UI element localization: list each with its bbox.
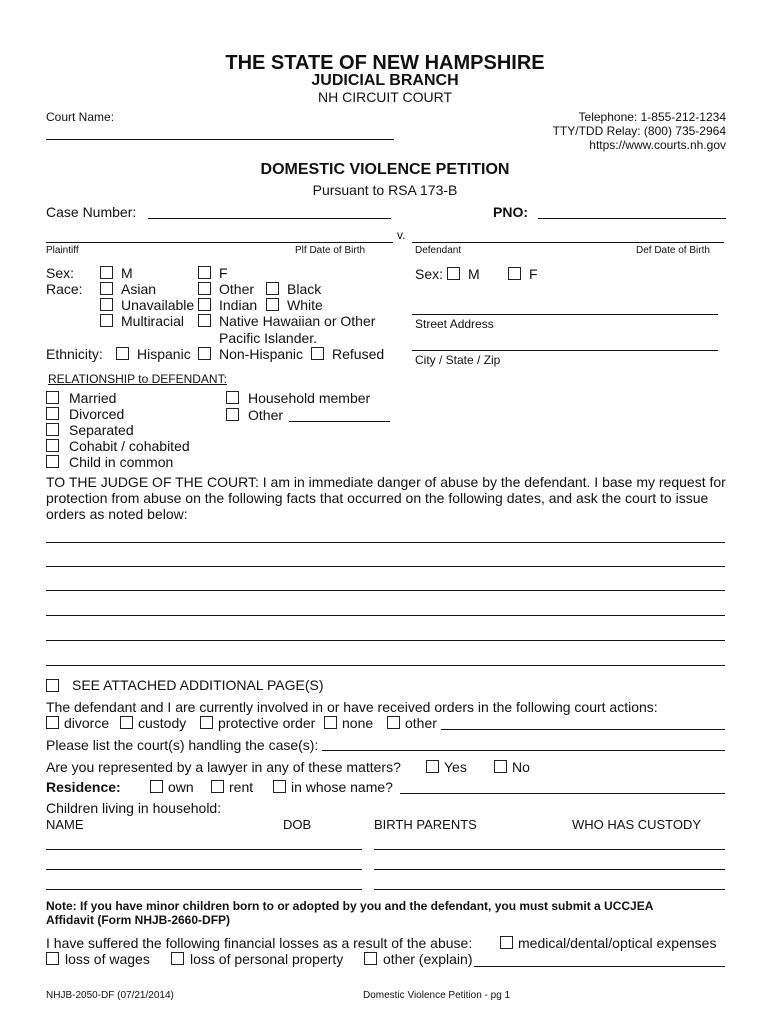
defendant-sex-m-label: M [468, 266, 480, 282]
plaintiff-sex-f-checkbox[interactable] [198, 266, 211, 279]
relationship-divorced-label: Divorced [69, 406, 125, 422]
column-custody: WHO HAS CUSTODY [572, 817, 702, 832]
facts-line[interactable] [46, 665, 725, 666]
race-native-hawaiian-checkbox[interactable] [198, 314, 211, 327]
child-row-left[interactable] [46, 849, 362, 850]
lawyer-no-label: No [512, 759, 530, 775]
street-address-field[interactable] [412, 314, 718, 315]
relationship-divorced-checkbox[interactable] [46, 407, 59, 420]
defendant-label: Defendant [415, 245, 462, 256]
children-label: Children living in household: [46, 800, 222, 816]
action-none-label: none [342, 715, 374, 731]
race-multiracial-checkbox[interactable] [100, 314, 113, 327]
losses-intro: I have suffered the following financial losses as a result of the abuse: [46, 935, 473, 951]
loss-medical-label: medical/dental/optical expenses [518, 935, 717, 951]
plaintiff-sex-m-label: M [121, 265, 133, 281]
relationship-heading: RELATIONSHIP to DEFENDANT: [48, 372, 227, 386]
defendant-sex-m-checkbox[interactable] [447, 267, 460, 280]
plaintiff-sex-label: Sex: [46, 265, 75, 281]
defendant-sex-f-label: F [529, 266, 538, 282]
race-multiracial-label: Multiracial [121, 313, 185, 329]
ethnicity-non-hispanic-label: Non-Hispanic [219, 346, 304, 362]
defendant-sex-label: Sex: [415, 266, 444, 282]
residence-own-checkbox[interactable] [150, 780, 163, 793]
race-other-label: Other [219, 281, 255, 297]
action-divorce-label: divorce [64, 715, 110, 731]
residence-name-field[interactable] [400, 793, 725, 794]
case-number-field[interactable] [148, 218, 391, 219]
form-title: DOMESTIC VIOLENCE PETITION [260, 161, 510, 178]
see-attached-checkbox[interactable] [46, 679, 59, 692]
branch-title: JUDICIAL BRANCH [311, 72, 459, 89]
facts-line[interactable] [46, 542, 725, 543]
case-number-label: Case Number: [46, 204, 137, 220]
child-row-right[interactable] [374, 889, 725, 890]
lawyer-yes-label: Yes [444, 759, 467, 775]
plaintiff-race-label: Race: [46, 281, 83, 297]
residence-name-label: in whose name? [291, 779, 393, 795]
list-courts-label: Please list the court(s) handling the case(s): [46, 737, 319, 753]
plaintiff-sex-f-label: F [219, 265, 228, 281]
race-white-checkbox[interactable] [266, 298, 279, 311]
relationship-other-checkbox[interactable] [226, 408, 239, 421]
statement-line-3: orders as noted below: [46, 506, 188, 522]
race-pacific-islander-label: Pacific Islander. [219, 330, 318, 346]
column-name: NAME [46, 817, 84, 832]
plaintiff-label: Plaintiff [46, 245, 79, 256]
ethnicity-refused-checkbox[interactable] [311, 347, 324, 360]
form-subtitle: Pursuant to RSA 173-B [312, 182, 458, 198]
race-indian-checkbox[interactable] [198, 298, 211, 311]
action-other-label: other [405, 715, 437, 731]
list-courts-field[interactable] [322, 750, 725, 751]
residence-name-checkbox[interactable] [273, 780, 286, 793]
loss-other-checkbox[interactable] [364, 952, 377, 965]
ethnicity-hispanic-checkbox[interactable] [116, 347, 129, 360]
relationship-household-checkbox[interactable] [226, 391, 239, 404]
relationship-married-label: Married [69, 390, 117, 406]
ethnicity-refused-label: Refused [332, 346, 385, 362]
race-asian-label: Asian [121, 281, 157, 297]
uccjea-note-line-2: Affidavit (Form NHJB-2660-DFP) [46, 913, 231, 927]
relationship-child-in-common-label: Child in common [69, 454, 174, 470]
statement-line-2: protection from abuse on the following facts that occurred on the following dates, and ask the court to issue [46, 490, 709, 506]
lawyer-question: Are you represented by a lawyer in any of these matters? [46, 759, 401, 775]
court-name-label: Court Name: [46, 110, 115, 124]
race-indian-label: Indian [219, 297, 258, 313]
relationship-other-label: Other [248, 407, 284, 423]
residence-label: Residence: [46, 779, 121, 795]
residence-rent-label: rent [229, 779, 254, 795]
action-custody-label: custody [138, 715, 187, 731]
race-unavailable-label: Unavailable [121, 297, 195, 313]
defendant-sex-f-checkbox[interactable] [508, 267, 521, 280]
tty-relay: TTY/TDD Relay: (800) 735-2964 [552, 124, 726, 138]
lawyer-no-checkbox[interactable] [494, 760, 507, 773]
form-id: NHJB-2050-DF (07/21/2014) [46, 990, 174, 1001]
ethnicity-hispanic-label: Hispanic [137, 346, 191, 362]
uccjea-note-line-1: Note: If you have minor children born to or adopted by you and the defendant, you must submit a UCCJEA [46, 899, 654, 913]
relationship-cohabit-label: Cohabit / cohabited [69, 438, 190, 454]
def-dob-label: Def Date of Birth [636, 245, 710, 256]
action-none-checkbox[interactable] [324, 716, 337, 729]
city-state-zip-field[interactable] [412, 350, 718, 351]
facts-line[interactable] [46, 566, 725, 567]
loss-property-label: loss of personal property [190, 951, 344, 967]
website: https://www.courts.nh.gov [589, 138, 726, 152]
court-name-field[interactable] [46, 139, 394, 140]
city-state-zip-label: City / State / Zip [415, 353, 501, 367]
action-protective-order-label: protective order [218, 715, 316, 731]
loss-wages-checkbox[interactable] [46, 952, 59, 965]
child-row-left[interactable] [46, 869, 362, 870]
action-other-checkbox[interactable] [387, 716, 400, 729]
see-attached-label: SEE ATTACHED ADDITIONAL PAGE(S) [72, 677, 324, 693]
state-title: THE STATE OF NEW HAMPSHIRE [225, 52, 545, 74]
pno-label: PNO: [493, 204, 528, 220]
loss-property-checkbox[interactable] [171, 952, 184, 965]
relationship-household-label: Household member [248, 390, 371, 406]
race-unavailable-checkbox[interactable] [100, 298, 113, 311]
residence-rent-checkbox[interactable] [211, 780, 224, 793]
action-divorce-checkbox[interactable] [46, 716, 59, 729]
lawyer-yes-checkbox[interactable] [426, 760, 439, 773]
relationship-married-checkbox[interactable] [46, 391, 59, 404]
ethnicity-non-hispanic-checkbox[interactable] [198, 347, 211, 360]
plaintiff-sex-m-checkbox[interactable] [100, 266, 113, 279]
race-black-label: Black [287, 281, 322, 297]
court-actions-intro: The defendant and I are currently involved in or have received orders in the following court actions: [46, 699, 658, 715]
defendant-field[interactable] [412, 242, 724, 243]
pno-field[interactable] [538, 218, 726, 219]
race-native-hawaiian-label: Native Hawaiian or Other [219, 313, 376, 329]
relationship-separated-label: Separated [69, 422, 134, 438]
action-custody-checkbox[interactable] [120, 716, 133, 729]
court-title: NH CIRCUIT COURT [317, 89, 453, 105]
race-black-checkbox[interactable] [266, 282, 279, 295]
street-address-label: Street Address [415, 317, 494, 331]
child-row-left[interactable] [46, 889, 362, 890]
column-dob: DOB [283, 817, 312, 832]
statement-line-1: TO THE JUDGE OF THE COURT: I am in immediate danger of abuse by the defendant. I base my request for [46, 474, 726, 490]
loss-other-field[interactable] [474, 966, 725, 967]
column-birth-parents: BIRTH PARENTS [374, 817, 477, 832]
race-other-checkbox[interactable] [198, 282, 211, 295]
loss-other-label: other (explain) [383, 951, 473, 967]
relationship-child-in-common-checkbox[interactable] [46, 455, 59, 468]
child-row-right[interactable] [374, 849, 725, 850]
loss-medical-checkbox[interactable] [500, 936, 513, 949]
relationship-other-field[interactable] [289, 421, 390, 422]
child-row-right[interactable] [374, 869, 725, 870]
facts-line[interactable] [46, 590, 725, 591]
telephone: Telephone: 1-855-212-1234 [578, 110, 726, 124]
race-white-label: White [287, 297, 323, 313]
plaintiff-field[interactable] [46, 242, 393, 243]
action-other-field[interactable] [441, 729, 725, 730]
action-protective-order-checkbox[interactable] [200, 716, 213, 729]
ethnicity-label: Ethnicity: [46, 346, 103, 362]
relationship-cohabit-checkbox[interactable] [46, 439, 59, 452]
page-label: Domestic Violence Petition - pg 1 [363, 990, 511, 1001]
race-asian-checkbox[interactable] [100, 282, 113, 295]
facts-line[interactable] [46, 640, 725, 641]
plf-dob-label: Plf Date of Birth [295, 245, 366, 256]
loss-wages-label: loss of wages [65, 951, 150, 967]
relationship-separated-checkbox[interactable] [46, 423, 59, 436]
facts-line[interactable] [46, 615, 725, 616]
versus: v. [397, 228, 406, 242]
residence-own-label: own [168, 779, 194, 795]
